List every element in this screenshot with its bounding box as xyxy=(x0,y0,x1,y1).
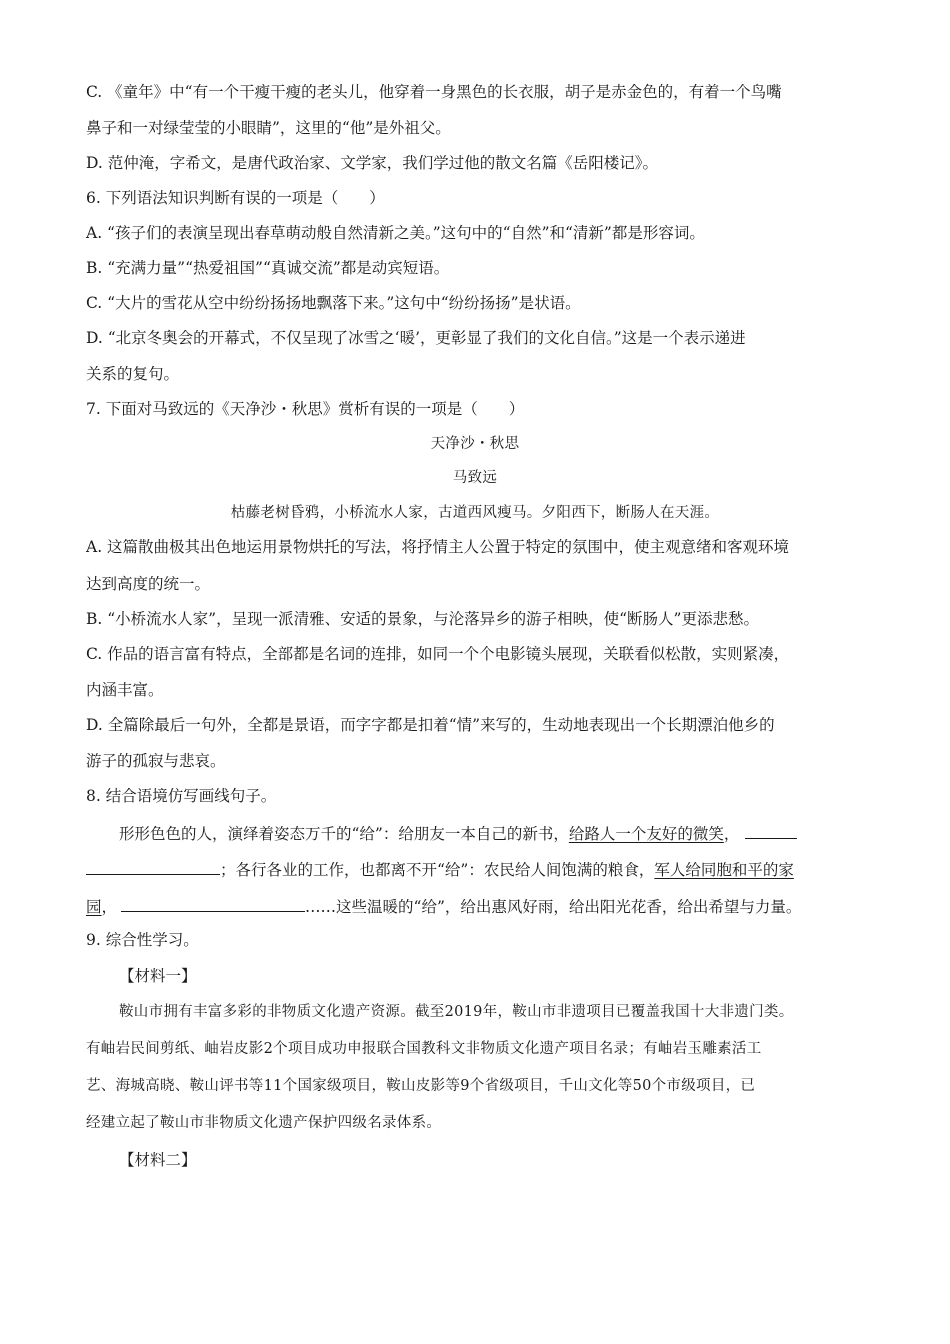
q5-option-c-line1: C. 《童年》中“有一个干瘦干瘦的老头儿，他穿着一身黑色的长衣服，胡子是赤金色的，有着一个鸟嘴 xyxy=(86,83,782,101)
q8-text: ， xyxy=(101,898,118,916)
material-2-label: 【材料二】 xyxy=(119,1151,197,1169)
q5-option-c-line2: 鼻子和一对绿莹莹的小眼睛”，这里的“他”是外祖父。 xyxy=(86,119,451,137)
q8-underlined-sentence-2: 军人给同胞和平的家 xyxy=(654,861,794,879)
q5-option-d: D. 范仲淹，字希文，是唐代政治家、文学家，我们学过他的散文名篇《岳阳楼记》。 xyxy=(86,154,658,172)
poem-text: 枯藤老树昏鸦，小桥流水人家，古道西风瘦马。夕阳西下，断肠人在天涯。 xyxy=(230,505,720,521)
q8-text: ；各行各业的工作，也都离不开“给”：农民给人间饱满的粮食， xyxy=(220,861,655,879)
material-1-line1: 鞍山市拥有丰富多彩的非物质文化遗产资源。截至2019年，鞍山市非遗项目已覆盖我国十大非遗门类。 xyxy=(119,1004,794,1020)
q7-option-a-line1: A. 这篇散曲极其出色地运用景物烘托的写法，将抒情主人公置于特定的氛围中，使主观意绪和客观环境 xyxy=(86,538,790,556)
material-1-line3: 艺、海城高晓、鞍山评书等11个国家级项目，鞍山皮影等9个省级项目，千山文化等50个市级项目，已 xyxy=(86,1078,756,1094)
q8-paragraph-line3 xyxy=(86,895,801,917)
q6-option-b: B. “充满力量”“热爱祖国”“真诚交流”都是动宾短语。 xyxy=(86,259,450,277)
question-6: 6. 下列语法知识判断有误的一项是（ ） xyxy=(86,189,385,207)
q6-option-d-line1: D. “北京冬奥会的开幕式，不仅呈现了冰雪之‘暖’，更彰显了我们的文化自信。”这是一个表示递进 xyxy=(86,329,746,347)
q7-option-c-line2: 内涵丰富。 xyxy=(86,681,164,699)
q8-text: ……这些温暖的“给”，给出惠风好雨，给出阳光花香，给出希望与力量。 xyxy=(305,898,802,916)
material-1-label: 【材料一】 xyxy=(119,967,197,985)
q6-option-d-line2: 关系的复句。 xyxy=(86,365,180,383)
question-8: 8. 结合语境仿写画线句子。 xyxy=(86,787,277,805)
q8-answer-blank-1-continued[interactable] xyxy=(86,858,220,875)
poem-author: 马致远 xyxy=(452,470,498,486)
q7-option-a-line2: 达到高度的统一。 xyxy=(86,575,211,593)
q8-answer-blank-1[interactable] xyxy=(745,822,797,839)
material-1-line4: 经建立起了鞍山市非物质文化遗产保护四级名录体系。 xyxy=(86,1115,442,1131)
poem-title: 天净沙・秋思 xyxy=(430,436,520,452)
q7-option-d-line1: D. 全篇除最后一句外，全都是景语，而字字都是扣着“情”来写的，生动地表现出一个长期漂泊他乡的 xyxy=(86,716,775,734)
q8-paragraph-line1 xyxy=(119,822,797,844)
question-9: 9. 综合性学习。 xyxy=(86,931,199,949)
material-1-line2: 有岫岩民间剪纸、岫岩皮影2个项目成功申报联合国教科文非物质文化遗产项目名录；有岫岩玉雕素活工 xyxy=(86,1041,762,1057)
q8-paragraph-line2 xyxy=(86,858,794,880)
q7-option-b: B. “小桥流水人家”，呈现一派清雅、安适的景象，与沦落异乡的游子相映，使“断肠人”更添悲愁。 xyxy=(86,610,759,628)
q8-answer-blank-2[interactable] xyxy=(121,895,305,912)
q6-option-a: A. “孩子们的表演呈现出春草萌动般自然清新之美。”这句中的“自然”和“清新”都是形容词。 xyxy=(86,224,705,242)
q8-text: 形形色色的人，演绎着姿态万千的“给”：给朋友一本自己的新书， xyxy=(119,825,569,843)
q8-text: ， xyxy=(723,825,740,843)
q6-option-c: C. “大片的雪花从空中纷纷扬扬地飘落下来。”这句中“纷纷扬扬”是状语。 xyxy=(86,294,581,312)
q8-underlined-sentence-2-end: 园 xyxy=(86,898,102,916)
question-7: 7. 下面对马致远的《天净沙・秋思》赏析有误的一项是（ ） xyxy=(86,400,525,418)
q7-option-c-line1: C. 作品的语言富有特点，全部都是名词的连排，如同一个个电影镜头展现，关联看似松散，实则紧凑， xyxy=(86,645,790,663)
q8-underlined-sentence-1: 给路人一个友好的微笑 xyxy=(568,825,724,843)
q7-option-d-line2: 游子的孤寂与悲哀。 xyxy=(86,752,226,770)
